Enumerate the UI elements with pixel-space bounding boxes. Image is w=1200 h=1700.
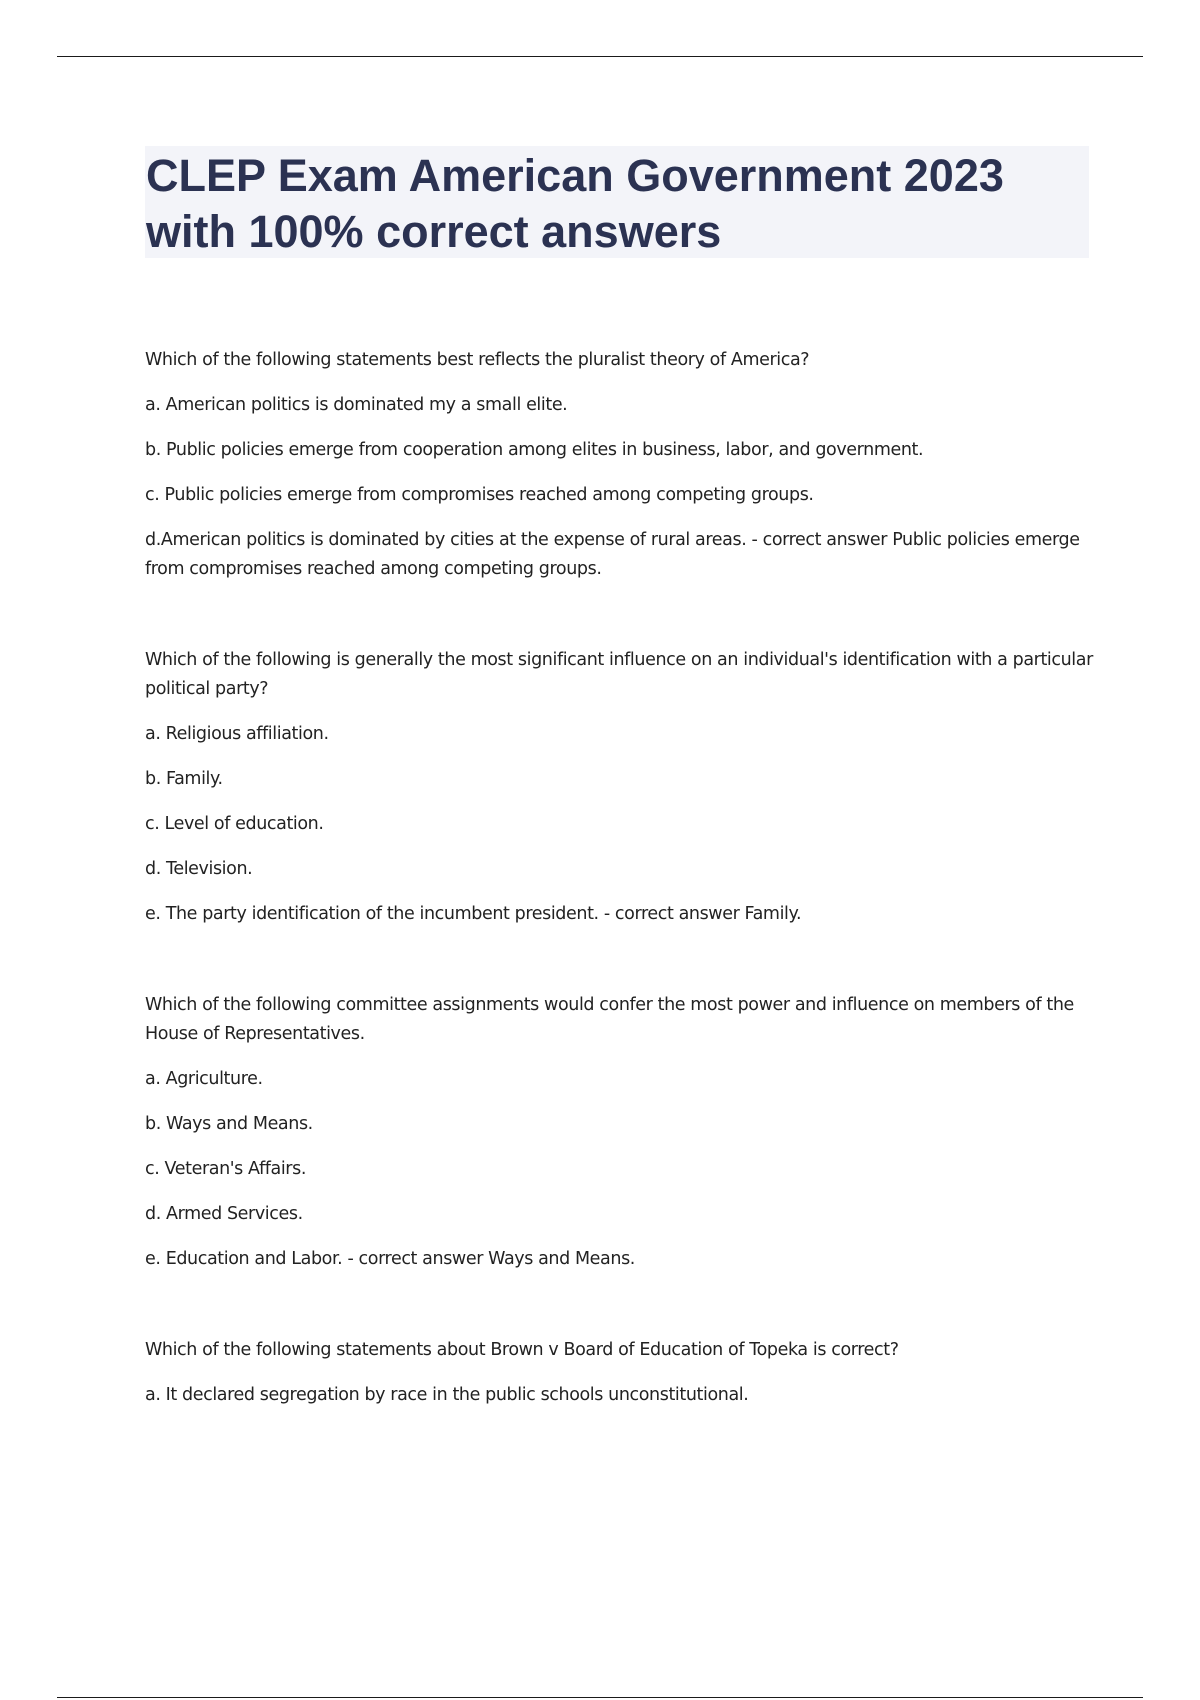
answer-option: c. Public policies emerge from compromises reached among competing groups. (145, 485, 814, 505)
question-block-2 (145, 646, 1095, 929)
answer-option: b. Public policies emerge from cooperation among elites in business, labor, and government. (145, 440, 924, 460)
answer-option: a. American politics is dominated my a small elite. (145, 395, 568, 415)
answer-option: d. Armed Services. (145, 1204, 303, 1224)
answer-option: a. Religious affiliation. (145, 724, 329, 744)
question-text: Which of the following statements best reflects the pluralist theory of America? (145, 350, 810, 370)
answer-option: b. Ways and Means. (145, 1114, 313, 1134)
document-title: CLEP Exam American Government 2023 with 100% correct answers (146, 150, 1004, 257)
answer-option: d.American politics is dominated by cities at the expense of rural areas. - correct answer Public policies emerge from compromises reached among competing groups. (145, 530, 1080, 579)
answer-option: e. Education and Labor. - correct answer Ways and Means. (145, 1249, 635, 1269)
answer-option: d. Television. (145, 859, 253, 879)
answer-option: b. Family. (145, 769, 223, 789)
top-rule (57, 56, 1143, 57)
answer-option: c. Level of education. (145, 814, 324, 834)
question-text: Which of the following statements about Brown v Board of Education of Topeka is correct? (145, 1340, 899, 1360)
question-text: Which of the following is generally the most significant influence on an individual's identification with a particular political party? (145, 650, 1093, 699)
question-text: Which of the following committee assignments would confer the most power and influence on members of the House of Representatives. (145, 995, 1074, 1044)
answer-option: a. Agriculture. (145, 1069, 263, 1089)
question-list (145, 346, 1095, 1410)
answer-option: a. It declared segregation by race in the public schools unconstitutional. (145, 1385, 749, 1405)
bottom-rule (57, 1697, 1143, 1698)
answer-option: c. Veteran's Affairs. (145, 1159, 306, 1179)
question-block-3 (145, 991, 1095, 1274)
question-block-1 (145, 346, 1095, 584)
question-block-4 (145, 1336, 1095, 1410)
answer-option: e. The party identification of the incumbent president. - correct answer Family. (145, 904, 802, 924)
